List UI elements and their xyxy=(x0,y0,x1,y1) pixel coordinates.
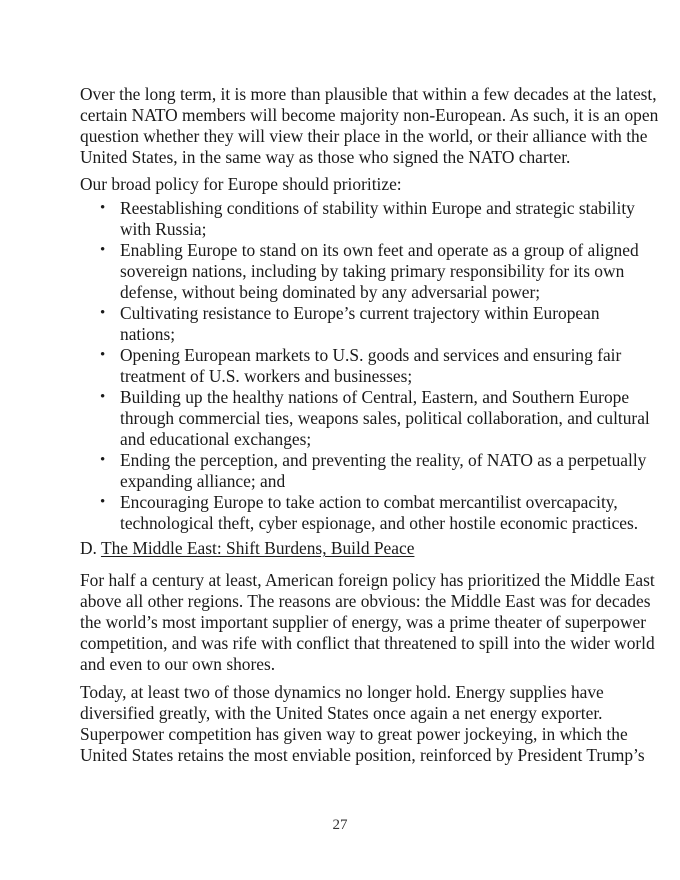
section-heading-title: The Middle East: Shift Burdens, Build Peace xyxy=(100,538,415,558)
list-item xyxy=(80,450,647,492)
text-line: United States retains the most enviable position, reinforced by President Trump’s xyxy=(80,745,645,765)
text-line: Reestablishing conditions of stability within Europe and strategic stability xyxy=(120,198,635,218)
paragraph-middle-east-today xyxy=(80,682,645,766)
text-line: Enabling Europe to stand on its own feet and operate as a group of aligned xyxy=(120,240,639,260)
text-line: Opening European markets to U.S. goods and services and ensuring fair xyxy=(120,345,622,365)
text-line: For half a century at least, American foreign policy has prioritized the Middle East xyxy=(80,570,655,590)
text-line: expanding alliance; and xyxy=(120,471,286,491)
text-line: treatment of U.S. workers and businesses; xyxy=(120,366,413,386)
text-line: sovereign nations, including by taking primary responsibility for its own xyxy=(120,261,625,281)
text-line: technological theft, cyber espionage, and other hostile economic practices. xyxy=(120,513,639,533)
text-line: through commercial ties, weapons sales, political collaboration, and cultural xyxy=(120,408,650,428)
bullet-icon: • xyxy=(100,242,106,258)
text-line: with Russia; xyxy=(120,219,207,239)
paragraph-nato-demographics xyxy=(80,84,659,168)
list-item xyxy=(80,345,640,387)
list-item xyxy=(80,240,640,303)
bullet-icon: • xyxy=(100,452,106,468)
text-line: Our broad policy for Europe should prioritize: xyxy=(80,174,402,194)
text-line: question whether they will view their place in the world, or their alliance with the xyxy=(80,126,648,146)
bullet-icon: • xyxy=(100,389,106,405)
text-line: Over the long term, it is more than plausible that within a few decades at the latest, xyxy=(80,84,657,104)
text-line: United States, in the same way as those who signed the NATO charter. xyxy=(80,147,571,167)
text-line: defense, without being dominated by any adversarial power; xyxy=(120,282,541,302)
text-line: Building up the healthy nations of Central, Eastern, and Southern Europe xyxy=(120,387,630,407)
text-line: Encouraging Europe to take action to combat mercantilist overcapacity, xyxy=(120,492,618,512)
list-item xyxy=(80,303,640,345)
text-line: and even to our own shores. xyxy=(80,654,276,674)
bullet-icon: • xyxy=(100,347,106,363)
paragraph-middle-east-history xyxy=(80,570,655,675)
text-line: nations; xyxy=(120,324,176,344)
bullet-icon: • xyxy=(100,200,106,216)
text-line: the world’s most important supplier of energy, was a prime theater of superpower xyxy=(80,612,647,632)
text-line: Ending the perception, and preventing the reality, of NATO as a perpetually xyxy=(120,450,647,470)
section-heading xyxy=(80,538,640,559)
text-line: diversified greatly, with the United States once again a net energy exporter. xyxy=(80,703,603,723)
text-line: Today, at least two of those dynamics no longer hold. Energy supplies have xyxy=(80,682,604,702)
list-item xyxy=(80,198,640,240)
text-line: Superpower competition has given way to great power jockeying, in which the xyxy=(80,724,628,744)
text-line: and educational exchanges; xyxy=(120,429,312,449)
section-heading-prefix: D. xyxy=(80,538,97,558)
text-line: certain NATO members will become majority non-European. As such, it is an open xyxy=(80,105,659,125)
list-item xyxy=(80,387,650,450)
text-line: Cultivating resistance to Europe’s current trajectory within European xyxy=(120,303,600,323)
bullet-icon: • xyxy=(100,305,106,321)
bullet-icon: • xyxy=(100,494,106,510)
text-line: competition, and was rife with conflict that threatened to spill into the wider world xyxy=(80,633,655,653)
text-line: above all other regions. The reasons are obvious: the Middle East was for decades xyxy=(80,591,651,611)
page-number: 27 xyxy=(332,817,348,833)
europe-policy-bullet-list xyxy=(80,198,650,534)
list-item xyxy=(80,492,640,534)
paragraph-europe-policy-intro xyxy=(80,174,640,195)
